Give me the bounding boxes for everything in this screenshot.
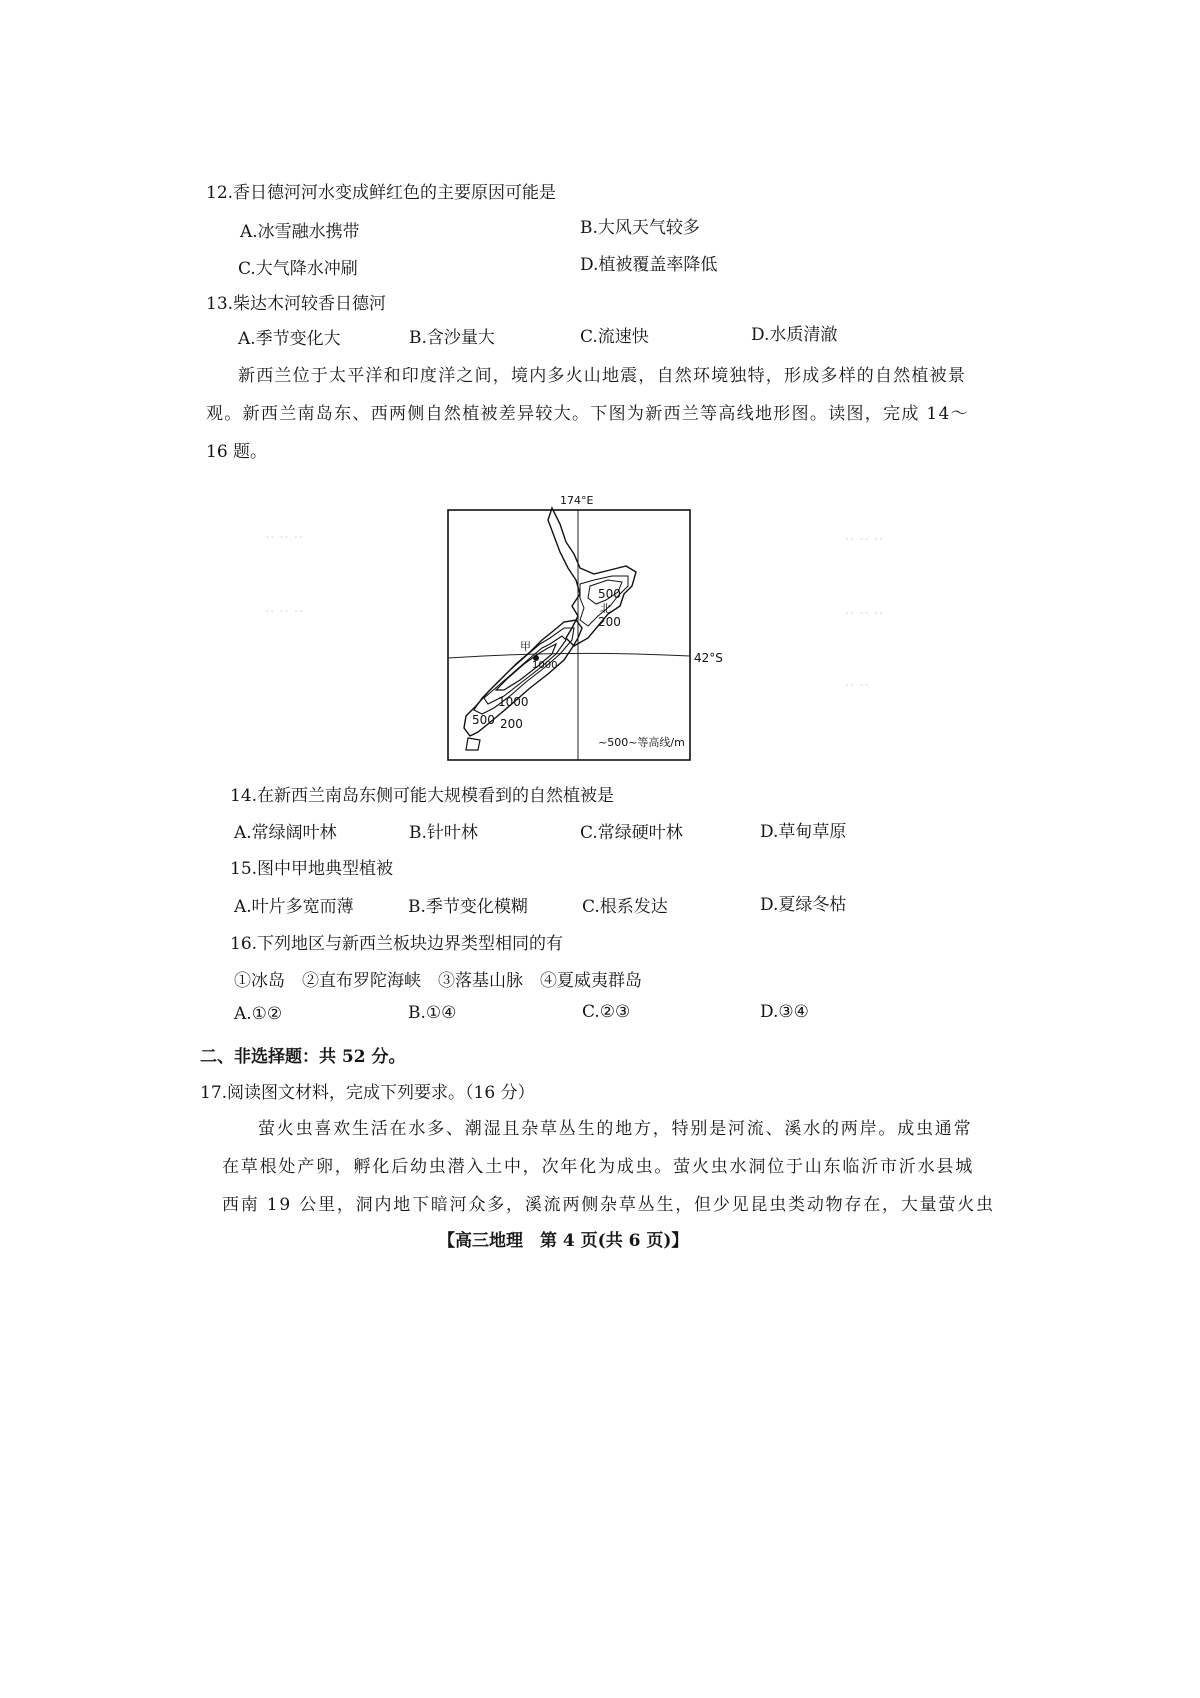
q16-option-b: B.①④ [408, 1003, 457, 1023]
label-500-south: 500 [472, 713, 495, 727]
label-1000-a: 1000 [532, 660, 558, 671]
label-42s: 42°S [694, 651, 723, 665]
label-200-south: 200 [500, 717, 523, 731]
bleed-through-mark: ·· ·· ·· [265, 528, 304, 546]
new-zealand-contour-map [448, 494, 723, 770]
q13-option-b: B.含沙量大 [409, 328, 495, 348]
q13-stem: 13.柴达木河较香日德河 [206, 294, 387, 314]
q17-line-3: 西南 19 公里，洞内地下暗河众多，溪流两侧杂草丛生，但少见昆虫类动物存在，大量萤火虫 [222, 1195, 995, 1215]
label-jia: 甲 [520, 640, 531, 653]
intro-line-1: 新西兰位于太平洋和印度洋之间，境内多火山地震，自然环境独特，形成多样的自然植被景 [238, 366, 966, 386]
q13-option-a: A.季节变化大 [238, 329, 341, 349]
q15-option-c: C.根系发达 [582, 897, 668, 917]
q16-items: ①冰岛 ②直布罗陀海峡 ③落基山脉 ④夏威夷群岛 [234, 971, 642, 991]
label-174e: 174°E [560, 494, 594, 507]
q15-option-a: A.叶片多宽而薄 [234, 897, 354, 917]
q13-option-d: D.水质清澈 [751, 325, 838, 345]
q14-option-b: B.针叶林 [409, 823, 478, 843]
intro-line-2: 观。新西兰南岛东、西两侧自然植被差异较大。下图为新西兰等高线地形图。读图，完成 14～ [206, 404, 969, 424]
label-1000-b: 1000 [498, 695, 529, 709]
q17-line-1: 萤火虫喜欢生活在水多、潮湿且杂草丛生的地方，特别是河流、溪水的两岸。成虫通常 [258, 1119, 973, 1139]
q12-option-c: C.大气降水冲刷 [238, 259, 358, 279]
q16-option-c: C.②③ [582, 1002, 631, 1022]
bleed-through-mark: ·· ·· ·· [845, 530, 884, 548]
bleed-through-mark: ·· ·· ·· [845, 604, 884, 622]
q13-option-c: C.流速快 [580, 327, 649, 347]
q16-option-a: A.①② [234, 1004, 283, 1024]
q16-option-d: D.③④ [760, 1002, 809, 1022]
q17-stem: 17.阅读图文材料，完成下列要求。（16 分） [200, 1083, 535, 1103]
section-2-heading: 二、非选择题：共 52 分。 [200, 1047, 406, 1067]
q15-option-d: D.夏绿冬枯 [760, 895, 847, 915]
q12-option-b: B.大风天气较多 [580, 218, 700, 238]
q16-stem: 16.下列地区与新西兰板块边界类型相同的有 [230, 934, 564, 954]
parallel-42s [448, 653, 690, 658]
stewart-island [466, 738, 480, 750]
north-island-coast [548, 508, 636, 646]
label-north-island: 北 [600, 602, 611, 615]
bleed-through-mark: ·· ·· ·· [265, 602, 304, 620]
q15-option-b: B.季节变化模糊 [408, 897, 528, 917]
q14-stem: 14.在新西兰南岛东侧可能大规模看到的自然植被是 [230, 786, 615, 806]
page-footer: 【高三地理 第 4 页(共 6 页)】 [438, 1231, 689, 1251]
q12-option-d: D.植被覆盖率降低 [580, 255, 718, 275]
map-legend: ~500~等高线/m [598, 736, 685, 749]
bleed-through-mark: ·· ·· [845, 676, 869, 694]
q17-line-2: 在草根处产卵，孵化后幼虫潜入土中，次年化为成虫。萤火虫水洞位于山东临沂市沂水县城 [222, 1157, 974, 1177]
q12-stem: 12.香日德河河水变成鲜红色的主要原因可能是 [206, 183, 557, 203]
intro-line-3: 16 题。 [206, 442, 268, 462]
label-500-north: 500 [598, 587, 621, 601]
q12-option-a: A.冰雪融水携带 [240, 222, 360, 242]
label-200-north: 200 [598, 615, 621, 629]
q14-option-c: C.常绿硬叶林 [580, 823, 683, 843]
q15-stem: 15.图中甲地典型植被 [230, 859, 394, 879]
q14-option-d: D.草甸草原 [760, 822, 847, 842]
q14-option-a: A.常绿阔叶林 [234, 823, 337, 843]
